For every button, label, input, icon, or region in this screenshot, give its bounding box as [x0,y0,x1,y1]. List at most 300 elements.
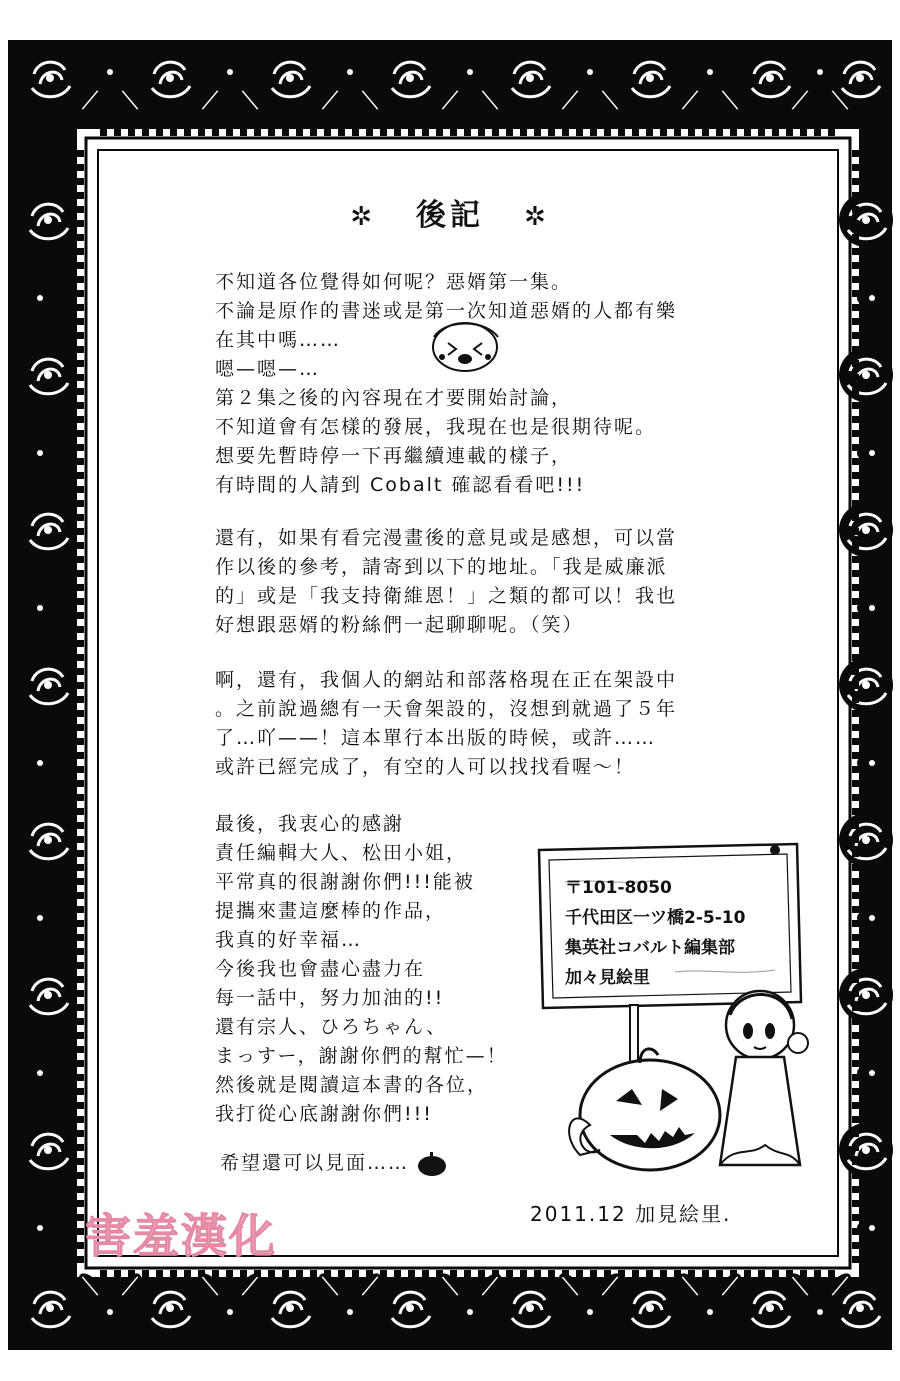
lace-dot [282,1270,289,1277]
lace-dot [520,1270,527,1277]
lace-dot [660,1270,667,1277]
rose-ornament [21,658,75,712]
lace-dot [758,129,765,136]
lace-dot [77,374,84,381]
rose-ornament [383,1281,437,1335]
lace-dot [77,1214,84,1221]
text-line: 我打從心底謝謝你們!!! [215,1103,433,1125]
lace-dot [852,1046,859,1053]
lace-dot [852,290,859,297]
lace-dot [77,472,84,479]
lace-dot [77,402,84,409]
rose-ornament [743,51,797,105]
lace-dot [852,542,859,549]
lace-dot [100,129,107,136]
lace-dot [852,402,859,409]
lace-dot [852,1130,859,1137]
lace-dot [702,1270,709,1277]
text-line: 想要先暫時停一下再繼續連載的樣子， [215,445,573,467]
lace-dot [852,1256,859,1263]
lace-dot [852,710,859,717]
rose-ornament [839,503,893,557]
lace-dot [77,1158,84,1165]
lace-dot [852,500,859,507]
rose-ornament [839,658,893,712]
lace-dot [226,129,233,136]
lace-dot [852,444,859,451]
lace-dot [77,178,84,185]
lace-dot [548,1270,555,1277]
lace-dot [77,486,84,493]
text-line: 好想跟惡婿的粉絲們一起聊聊呢。（笑） [215,614,584,636]
lace-dot [352,1270,359,1277]
text-line: 最後，我衷心的感謝 [215,813,405,835]
lace-dot [852,654,859,661]
lace-dot [852,682,859,689]
lace-dot [156,129,163,136]
lace-dot [800,1270,807,1277]
lace-dot [77,1228,84,1235]
lace-dot [77,584,84,591]
text-line: 嗯—嗯—… [215,358,321,380]
lace-dot [77,290,84,297]
lace-dot [618,129,625,136]
lace-dot [450,1270,457,1277]
lace-dot [632,129,639,136]
lace-dot [852,1144,859,1151]
lace-dot [310,1270,317,1277]
lace-dot [114,129,121,136]
lace-dot [852,1242,859,1249]
lace-dot [184,129,191,136]
mailing-address [565,873,745,993]
lace-dot [77,556,84,563]
lace-dot [77,934,84,941]
lace-dot [852,794,859,801]
lace-dot [562,1270,569,1277]
lace-dot [422,1270,429,1277]
paragraph-3 [215,666,795,782]
rose-ornament [263,51,317,105]
rose-ornament [21,1123,75,1177]
lace-dot [492,129,499,136]
lace-dot [852,178,859,185]
star-icon-left: ✲ [350,202,376,232]
lace-dot [77,1256,84,1263]
lace-dot [852,346,859,353]
lace-dot [77,682,84,689]
lace-dot [852,724,859,731]
lace-dot [77,850,84,857]
text-line: 還有宗人、ひろちゃん、 [215,1016,448,1038]
author-name: 加々見絵里 [565,968,650,988]
lace-dot [478,129,485,136]
text-line: 我真的好幸福… [215,929,363,951]
lace-dot [852,598,859,605]
lace-dot [77,976,84,983]
lace-dot [852,1060,859,1067]
lace-dot [77,864,84,871]
lace-dot [852,612,859,619]
lace-dot [77,1144,84,1151]
lace-dot [142,1270,149,1277]
lace-dot [198,1270,205,1277]
text-line: 不知道會有怎樣的發展，我現在也是很期待呢。 [215,416,657,438]
lace-dot [268,129,275,136]
text-line: 還有，如果有看完漫畫後的意見或是感想，可以當 [215,527,678,549]
lace-dot [184,1270,191,1277]
lace-dot [77,1060,84,1067]
lace-dot [77,1074,84,1081]
rose-ornament [143,1281,197,1335]
lace-dot [772,129,779,136]
closing-text: 希望還可以見面…… [220,1152,410,1174]
lace-dot [380,1270,387,1277]
lace-dot [852,374,859,381]
lace-dot [852,556,859,563]
lace-dot [77,500,84,507]
lace-dot [464,129,471,136]
lace-dot [240,129,247,136]
text-line: 每一話中，努力加油的!! [215,987,445,1009]
rose-ornament [839,813,893,867]
text-line: 提攜來畫這麼棒的作品， [215,900,447,922]
text-line: 的」或是「我支持衛維恩！」之類的都可以！我也 [215,585,678,607]
lace-dot [828,1270,835,1277]
lace-dot [77,990,84,997]
lace-dot [852,486,859,493]
lace-dot [534,129,541,136]
rose-ornament [839,348,893,402]
page-title [0,190,900,234]
lace-dot [632,1270,639,1277]
lace-dot [852,1116,859,1123]
rose-ornament [21,503,75,557]
lace-dot [852,1088,859,1095]
text-line: 不知道各位覺得如何呢？惡婿第一集。 [215,271,573,293]
lace-dot [852,1074,859,1081]
paragraph-2 [215,524,795,640]
lace-dot [688,1270,695,1277]
lace-dot [77,668,84,675]
lace-dot [646,1270,653,1277]
lace-dot [772,1270,779,1277]
text-line: まっすー，謝謝你們的幫忙—！ [215,1045,508,1067]
lace-dot [744,129,751,136]
lace-dot [660,129,667,136]
lace-dot [77,808,84,815]
lace-dot [212,129,219,136]
lace-dot [77,1088,84,1095]
lace-dot [520,129,527,136]
lace-dot [422,129,429,136]
lace-dot [852,640,859,647]
lace-dot [852,1200,859,1207]
lace-dot [852,1018,859,1025]
lace-dot [852,1228,859,1235]
rose-ornament [503,1281,557,1335]
lace-dot [814,129,821,136]
lace-dot [77,1102,84,1109]
rose-ornament [23,1281,77,1335]
lace-dot [77,780,84,787]
lace-dot [852,514,859,521]
lace-dot [576,129,583,136]
lace-dot [77,1200,84,1207]
lace-dot [852,304,859,311]
lace-dot [702,129,709,136]
lace-dot [114,1270,121,1277]
lace-dot [77,822,84,829]
lace-dot [852,248,859,255]
lace-dot [852,808,859,815]
rose-ornament [839,968,893,1022]
lace-dot [408,1270,415,1277]
lace-dot [77,514,84,521]
lace-dot [506,1270,513,1277]
lace-dot [338,1270,345,1277]
lace-dot [310,129,317,136]
lace-dot [852,864,859,871]
lace-dot [852,990,859,997]
lace-dot [366,129,373,136]
lace-dot [77,626,84,633]
lace-dot [852,878,859,885]
lace-dot [852,668,859,675]
lace-dot [77,752,84,759]
lace-dot [852,1214,859,1221]
lace-dot [852,360,859,367]
lace-dot [212,1270,219,1277]
rose-ornament [263,1281,317,1335]
lace-dot [77,724,84,731]
lace-dot [716,1270,723,1277]
lace-dot [268,1270,275,1277]
text-line: 平常真的很謝謝你們!!!能被 [215,871,475,893]
lace-dot [852,906,859,913]
lace-dot [576,1270,583,1277]
pumpkin-icon [417,1151,447,1177]
lace-dot [852,1004,859,1011]
lace-dot [730,1270,737,1277]
publisher-department: 集英社コバルト編集部 [565,938,735,958]
lace-dot [156,1270,163,1277]
pumpkin-girl-illustration [540,985,820,1185]
text-line: 第２集之後的內容現在才要開始討論， [215,387,573,409]
lace-dot [852,766,859,773]
rose-ornament [383,51,437,105]
rose-ornament [23,51,77,105]
lace-dot [352,129,359,136]
lace-dot [852,430,859,437]
rose-ornament [21,968,75,1022]
text-line: 。之前說過總有一天會架設的，沒想到就過了５年 [215,698,678,720]
lace-dot [786,129,793,136]
lace-dot [436,1270,443,1277]
lace-dot [674,129,681,136]
lace-dot [852,1186,859,1193]
lace-dot [852,416,859,423]
text-line: 啊，還有，我個人的網站和部落格現在正在架設中 [215,669,678,691]
lace-dot [324,129,331,136]
lace-dot [604,1270,611,1277]
lace-dot [852,696,859,703]
lace-dot [852,1032,859,1039]
lace-dot [604,129,611,136]
text-line: 或許已經完成了，有空的人可以找找看喔～！ [215,756,636,778]
lace-dot [852,626,859,633]
lace-dot [77,948,84,955]
lace-dot [77,598,84,605]
lace-dot [590,129,597,136]
paragraph-1 [215,268,795,500]
lace-dot [77,878,84,885]
text-line: 不論是原作的書迷或是第一次知道惡婿的人都有樂 [215,300,678,322]
lace-dot [77,1032,84,1039]
lace-dot [254,1270,261,1277]
lace-dot [688,129,695,136]
lace-dot [408,129,415,136]
closing-line [220,1148,447,1177]
lace-dot [77,920,84,927]
lace-dot [852,164,859,171]
lace-dot [366,1270,373,1277]
lace-dot [77,248,84,255]
lace-dot [852,528,859,535]
lace-dot [852,976,859,983]
lace-dot [338,129,345,136]
lace-dot [128,129,135,136]
lace-dot [77,962,84,969]
lace-dot [478,1270,485,1277]
lace-dot [77,1116,84,1123]
lace-dot [450,129,457,136]
rose-ornament [743,1281,797,1335]
lace-dot [828,129,835,136]
rose-ornament [21,348,75,402]
lace-dot [100,1270,107,1277]
lace-dot [170,129,177,136]
lace-dot [324,1270,331,1277]
date-signature: 2011.12 加見絵里. [530,1202,732,1226]
lace-dot [77,710,84,717]
lace-dot [716,129,723,136]
lace-dot [77,1004,84,1011]
text-line: 在其中嗎…… [215,329,342,351]
text-line: 有時間的人請到 Cobalt 確認看看吧!!! [215,474,586,496]
lace-dot [506,129,513,136]
lace-dot [852,276,859,283]
lace-dot [77,332,84,339]
lace-dot [852,332,859,339]
lace-dot [240,1270,247,1277]
rose-ornament [21,813,75,867]
lace-dot [77,430,84,437]
lace-dot [77,1018,84,1025]
lace-dot [77,1130,84,1137]
lace-dot [77,1172,84,1179]
lace-dot [77,836,84,843]
lace-dot [852,584,859,591]
lace-dot [646,129,653,136]
lace-dot [282,129,289,136]
rose-ornament [503,51,557,105]
lace-dot [590,1270,597,1277]
lace-dot [852,570,859,577]
lace-dot [436,129,443,136]
lace-dot [198,129,205,136]
text-line: 今後我也會盡心盡力在 [215,958,426,980]
lace-dot [852,920,859,927]
lace-dot [77,234,84,241]
text-line: 然後就是閱讀這本書的各位， [215,1074,489,1096]
lace-dot [534,1270,541,1277]
lace-dot [394,129,401,136]
lace-dot [852,150,859,157]
lace-dot [77,528,84,535]
title-text: 後記 [416,198,484,233]
lace-dot [852,738,859,745]
lace-dot [800,129,807,136]
lace-dot [814,1270,821,1277]
lace-dot [77,416,84,423]
text-line: 責任編輯大人、松田小姐， [215,842,468,864]
lace-dot [296,129,303,136]
lace-dot [77,766,84,773]
lace-dot [254,129,261,136]
lace-dot [77,612,84,619]
lace-dot [852,822,859,829]
lace-dot [77,346,84,353]
lace-dot [852,472,859,479]
lace-dot [380,129,387,136]
lace-dot [852,752,859,759]
lace-dot [852,934,859,941]
text-line: 作以後的參考，請寄到以下的地址。「我是威廉派 [215,556,668,578]
lace-dot [852,780,859,787]
rose-ornament [623,1281,677,1335]
lace-dot [852,850,859,857]
lace-dot [296,1270,303,1277]
lace-dot [77,1046,84,1053]
lace-dot [77,458,84,465]
lace-dot [77,276,84,283]
lace-dot [77,892,84,899]
lace-dot [394,1270,401,1277]
lace-dot [77,794,84,801]
lace-dot [77,304,84,311]
lace-dot [852,234,859,241]
lace-dot [77,738,84,745]
lace-dot [618,1270,625,1277]
lace-dot [562,129,569,136]
lace-dot [786,1270,793,1277]
lace-dot [77,444,84,451]
lace-dot [674,1270,681,1277]
postal-code: 〒101-8050 [565,878,672,898]
lace-dot [77,318,84,325]
lace-dot [852,262,859,269]
lace-dot [77,640,84,647]
lace-dot [77,150,84,157]
lace-dot [852,892,859,899]
lace-dot [142,129,149,136]
lace-dot [77,696,84,703]
lace-dot [77,906,84,913]
lace-dot [852,962,859,969]
star-icon-right: ✲ [524,202,550,232]
text-line: 了…吖——！這本單行本出版的時候，或許…… [215,727,657,749]
